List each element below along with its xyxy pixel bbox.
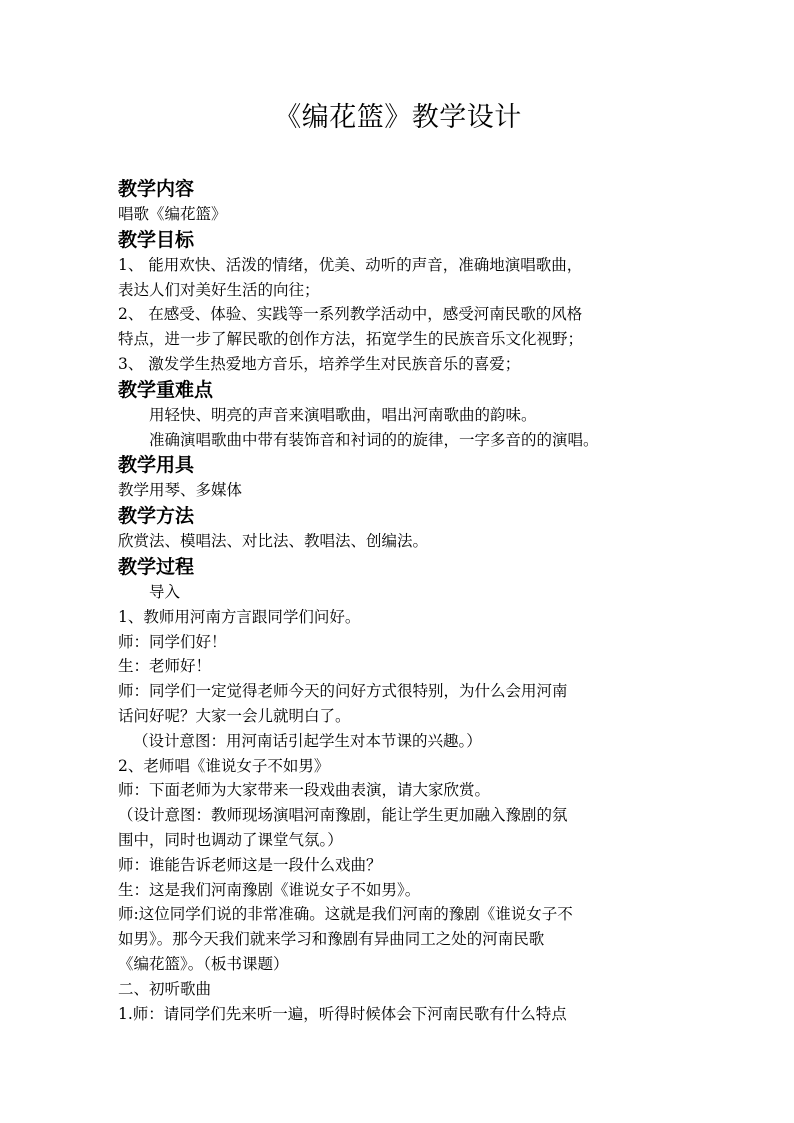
section-heading: 教学重难点 (118, 378, 214, 401)
paragraph-line: 3、 激发学生热爱地方音乐，培养学生对民族音乐的喜爱； (118, 354, 521, 373)
section-heading: 教学过程 (118, 555, 195, 578)
paragraph-line: 围中，同时也调动了课堂气氛。） (118, 830, 343, 849)
section-heading: 教学内容 (118, 178, 195, 200)
paragraph-line: 表达人们对美好生活的向往； (118, 280, 320, 299)
paragraph-line: （设计意图：用河南话引起学生对本节课的兴趣。） (133, 731, 482, 750)
paragraph-line: 导入 (149, 582, 181, 601)
section-teaching-goals (118, 227, 678, 377)
section-heading: 教学目标 (118, 228, 195, 251)
paragraph-line: 教学用琴、多媒体 (118, 481, 243, 500)
paragraph-line: 1.师：请同学们先来听一遍，听得时候体会下河南民歌有什么特点 (118, 1004, 567, 1023)
paragraph-line: 师：谁能告诉老师这是一段什么戏曲？ (118, 855, 382, 874)
paragraph-line: 欣赏法、模唱法、对比法、教唱法、创编法。 (118, 532, 429, 551)
paragraph-line: 师：同学们好！ (118, 632, 227, 651)
paragraph-line: 如男》。那今天我们就来学习和豫剧有异曲同工之处的河南民歌 (118, 930, 545, 949)
paragraph-line: 用轻快、明亮的声音来演唱歌曲，唱出河南歌曲的韵味。 (149, 405, 537, 424)
paragraph-line: 生：老师好！ (118, 657, 212, 676)
paragraph-line: 唱歌《编花篮》 (118, 205, 227, 223)
paragraph-line: 特点，进一步了解民歌的创作方法，拓宽学生的民族音乐文化视野； (118, 330, 584, 349)
section-heading: 教学用具 (118, 454, 195, 477)
paragraph-line: 话问好呢？大家一会儿就明白了。 (118, 706, 351, 725)
paragraph-line: 1、 能用欢快、活泼的情绪，优美、动听的声音，准确地演唱歌曲， (118, 255, 583, 274)
document-page (118, 100, 678, 1026)
paragraph-line: 2、老师唱《谁说女子不如男》 (118, 756, 330, 775)
paragraph-line: 1、教师用河南方言跟同学们问好。 (118, 607, 361, 626)
document-title: 《编花篮》教学设计 (274, 102, 522, 133)
section-heading: 教学方法 (118, 505, 195, 528)
section-key-difficulties (118, 377, 678, 453)
section-teaching-methods (118, 503, 678, 554)
section-teaching-content (118, 176, 678, 227)
paragraph-line: 师:这位同学们说的非常准确。这就是我们河南的豫剧《谁说女子不 (118, 905, 573, 924)
paragraph-line: 师：下面老师为大家带来一段戏曲表演，请大家欣赏。 (118, 781, 491, 800)
paragraph-line: 准确演唱歌曲中带有装饰音和衬词的的旋律，一字多音的的演唱。 (149, 430, 599, 449)
section-teaching-tools (118, 452, 678, 503)
paragraph-line: 生：这是我们河南豫剧《谁说女子不如男》。 (118, 880, 421, 899)
paragraph-line: 《编花篮》。（板书课题） (118, 954, 289, 973)
paragraph-line: （设计意图：教师现场演唱河南豫剧，能让学生更加融入豫剧的氛 (118, 806, 568, 825)
paragraph-line: 二、初听歌曲 (118, 979, 212, 998)
paragraph-line: 2、 在感受、体验、实践等一系列教学活动中，感受河南民歌的风格 (118, 305, 583, 324)
section-teaching-process (118, 554, 678, 1026)
paragraph-line: 师：同学们一定觉得老师今天的问好方式很特别，为什么会用河南 (118, 682, 568, 701)
